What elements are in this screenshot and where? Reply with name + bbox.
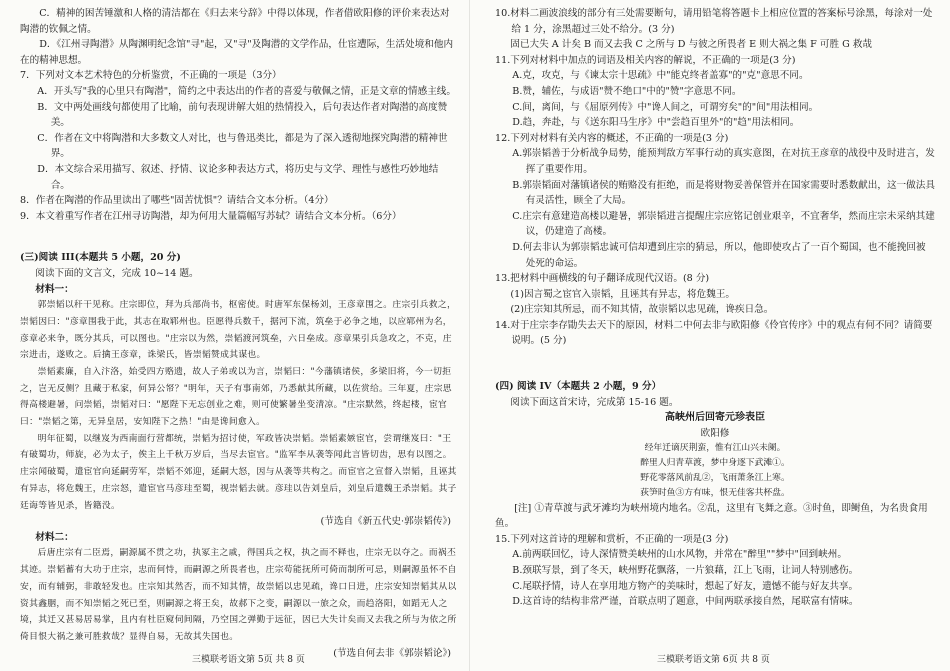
column-divider	[469, 0, 470, 671]
material1-paragraph: 郭崇韬以秆干见称。庄宗即位，拜为兵部尚书，枢密使。时唐军东保杨刘，王彦章围之。庄宗引兵救之，崇韬因曰："彦章围我于此，其志在取郓州也。臣愿得兵数千，据河下流，筑垒于必争之地，以应郓州为名，彦章必来争，既分其兵，可以图也。"庄宗以为然，崇韬渡河筑垒，六日垒成。彦章果引兵急攻之，不克，庄宗进击，遂败之。后擒王彦章，诛梁氏，皆崇韬赞成其谋也。	[20, 300, 457, 361]
q9-stem: 9．本文着重写作者在江州寻访陶潜，却为何用大量篇幅写苏轼？请结合文本分析。（6分）	[20, 210, 402, 222]
material2-source: (节选自何去非《郭崇韬论》)	[333, 647, 451, 659]
q13-item-1: (1)因言蜀之宦官入崇韬，且诬其有异志，将危魏王。	[510, 288, 736, 300]
q13-item-2: (2)庄宗知其所忌，而不知其情，故崇韬以忠见疏，谗疾日急。	[510, 304, 774, 316]
q15-option-d: D.这首诗的结构非常严谨，首联点明了题意，中间两联承接自然，尾联富有情味。	[512, 596, 859, 608]
footer-page-5: 三模联考语文第 5页 共 8 页	[192, 655, 305, 665]
q7-stem: 7．下列对文本艺术特色的分析鉴赏，不正确的一项是（3分）	[20, 70, 282, 82]
poem-note: [注] ①青草渡与武牙滩均为峡州境内地名。②乱，这里有飞舞之意。③时鱼，即鲥鱼，为名贵食用鱼。	[495, 502, 928, 530]
q11-option-a: A.克，攻克，与《谏太宗十思疏》中"能克终者盖寡"的"克"意思不同。	[512, 70, 809, 82]
q12-option-b: B.郭崇韬面对藩镇诸侯的贿赂没有拒绝，而是将财物妥善保管并在国家需要时悉数献出，这一做法具有灵活性，顾全了大局。	[512, 179, 935, 207]
footer-page-6: 三模联考语文第 6页 共 8 页	[657, 655, 770, 665]
left-column	[20, 6, 457, 661]
q7-option-a: A．开头写"我的心里只有陶潜"，简约之中表达出的作者的喜爱与敬佩之情，正是文章的情感主线。	[37, 85, 456, 97]
material1-source: (节选自《新五代史·郭崇韬传》)	[320, 516, 451, 528]
q11-option-d: D.趋，奔赴，与《送东阳马生序》中"尝趋百里外"的"趋"用法相同。	[512, 117, 800, 129]
material2-label: 材料二：	[35, 531, 74, 543]
q7-option-d: D．本文综合采用描写、叙述、抒情、议论多种表达方式，将历史与文学、理性与感性巧妙地结合。	[37, 163, 439, 191]
q10-stem: 10.材料二画波浪线的部分有三处需要断句，请用铅笔将答题卡上相应位置的答案标号涂黑，每涂对一处给 1 分，涂黑超过三处不给分。(3 分)	[495, 8, 933, 35]
section3-instructions: 阅读下面的文言文，完成 10~14 题。	[35, 267, 199, 279]
q6-option-c: C．精神的困苦锤激和人格的清洁都在《归去来兮辞》中得以体现，作者借欧阳修的评价来表达对陶潜的钦佩之情。	[20, 8, 450, 35]
q7-option-b: B．文中两处画线句都使用了比喻，前句表现讲解大姐的热情投入，后句表达作者对陶潜的高度赞美。	[37, 101, 448, 129]
section4-instructions: 阅读下面这首宋诗，完成第 15-16 题。	[510, 396, 679, 408]
q10-text: 固已大失 A 计矣 B 而又去我 C 之所与 D 与彼之所畏者 E 则大祸之集 F 可胜 G 救哉	[510, 39, 873, 51]
right-column	[495, 6, 935, 610]
q12-stem: 12.下列对材料有关内容的概述，不正确的一项是(3 分)	[495, 132, 729, 144]
q13-stem: 13.把材料中画横线的句子翻译成现代汉语。(8 分)	[495, 273, 710, 285]
material1-paragraph: 明年征蜀，以继岌为西南面行营都统，崇韬为招讨使，军政皆决崇韬。崇韬素嫉宦官，尝谓继岌曰："王有破蜀功，师旋，必为太子，俟主上千秋万岁后，当尽去宦官。"监军李从袭等闻此言皆切齿，思有以图之。庄宗闻破蜀，遣宦官向延嗣劳军，崇韬不郊迎，延嗣大怒，因与从袭等共构之。而宦官之宣督入崇韬，且诬其有异志，将危魏王，庄宗怒，遣宦官马彦珪至蜀，视崇韬去就。彦珪以告刘皇后，刘皇后遣魏王杀崇韬。其子廷诲等皆见杀，皆籍没。	[20, 433, 457, 511]
q15-stem: 15.下列对这首诗的理解和赏析，不正确的一项是(3 分)	[495, 533, 729, 545]
poem-line: 荻笋时鱼③方有味，恨无佳客共杯盘。	[640, 487, 790, 498]
q12-option-c: C.庄宗有意建造高楼以避暑，郭崇韬进言提醒庄宗应铭记创业艰辛，不宜奢华，然而庄宗未采纳其建议，仍建造了高楼。	[512, 210, 935, 238]
section3-heading: (三)阅读 III(本题共 5 小题，20 分)	[20, 252, 181, 264]
section4-heading: (四) 阅读 IV（本题共 2 小题，9 分）	[495, 381, 662, 393]
q12-option-d: D.何去非认为郭崇韬忠诚可信却遭到庄宗的猜忌，所以，他即使攻占了一百个蜀国，也不能挽回被处死的命运。	[512, 241, 926, 269]
q15-option-c: C.尾联抒情，诗人在享用地方物产的美味时，想起了好友，遗憾不能与好友共享。	[512, 580, 859, 592]
material1-paragraph: 崇韬素廉，自入汴洛，始受四方赂遗，故人子弟或以为言，崇韬曰："今藩镇诸侯，多梁旧将，今一切拒之，岂无反侧？且藏于私家，何异公帑？"明年，天子有事南郊，乃悉献其所藏，以佐赏给。三年夏，庄宗思得高楼避暑，问崇韬，崇韬对曰："愿陛下无忘创业之难，则可使繁暑坐变清凉。"庄宗默然，终起楼，宦官曰："崇韬之第，无异皇居，安知陛下之热！"由是谗间愈入。	[20, 366, 452, 428]
poem-title: 高峡州后回寄元珍表臣	[665, 412, 765, 424]
q11-option-b: B.赞，辅佐，与成语"赞不绝口"中的"赞"字意思不同。	[512, 85, 742, 97]
q8-stem: 8．作者在陶潜的作品里读出了哪些"固苦忧惧"？请结合文本分析。（4分）	[20, 195, 334, 207]
poem-line: 经年迁谪厌荆蛮，惟有江山兴未阑。	[644, 443, 786, 454]
q6-option-d: D．《江州寻陶潜》从陶渊明纪念馆"寻"起，又"寻"及陶潜的文学作品，仕宦遭际，生活处境和他内在的精神思想。	[20, 39, 454, 66]
q7-option-c: C．作者在文中将陶潜和大多数文人对比，也与鲁迅类比，都是为了深入透彻地探究陶潜的精神世界。	[37, 132, 448, 160]
q11-stem: 11.下列对材料中加点的词语及相关内容的解说，不正确的一项是(3 分)	[495, 54, 796, 66]
poem-author: 欧阳修	[700, 427, 730, 439]
q12-option-a: A.郭崇韬善于分析战争局势，能预判敌方军事行动的真实意图，在对抗王彦章的战役中及时进言，发挥了重要作用。	[512, 148, 935, 175]
material1-label: 材料一：	[35, 283, 74, 295]
poem-line: 醉里人归青草渡，梦中身逐下武滩①。	[640, 458, 790, 469]
material2-text: 后唐庄宗有二臣焉，嗣源属不贯之功，执冢主之戚，得国兵之权，执之而不释也，庄宗无以夺之。而祸丕其迹。崇韬蓄有大功于庄宗，忠而何恃，而嗣源之所畏者也，庄宗苟能抚所可倚而制所可忌，则嗣源虽怀不自安，而有辅弼，非敢轻发也。庄宗知其然否，而不知其情，故崇韬以忠见疏，谗口日进，庄宗安知崇韬其从以资其鑫胭，而不知崇韬之死已至，则嗣源之将王矣，故郝下之变，嗣源以一旅之众，而趋洛阳，如蹈无人之境，其迁又甚易居易掌，且内有杜臣窥伺间隔，乃空国之弹勤于远征，因已大失计矣而又去我之所与为依之所倚目恨大祸之兼可胜救哉？显得自易，无故其失国也。	[20, 548, 457, 642]
poem-line: 野花零落风前乱②，飞雨萧条江上寒。	[640, 473, 790, 484]
q14-stem: 14.对于庄宗李存勖失去天下的原因，材料二中何去非与欧阳修《伶官传序》中的观点有何不同？请简要说明。(5 分)	[495, 319, 933, 347]
q15-option-b: B.颈联写景，到了冬天，峡州野花飘落，一片狼藉，江上飞雨，让词人特别感伤。	[512, 565, 859, 576]
q15-option-a: A.前两联回忆，诗人深情赞美峡州的山水风物，并常在"醉里""梦中"回到峡州。	[512, 549, 847, 561]
q11-option-c: C.间，离间，与《屈原列传》中"谗人间之，可谓穷矣"的"间"用法相同。	[512, 101, 819, 113]
